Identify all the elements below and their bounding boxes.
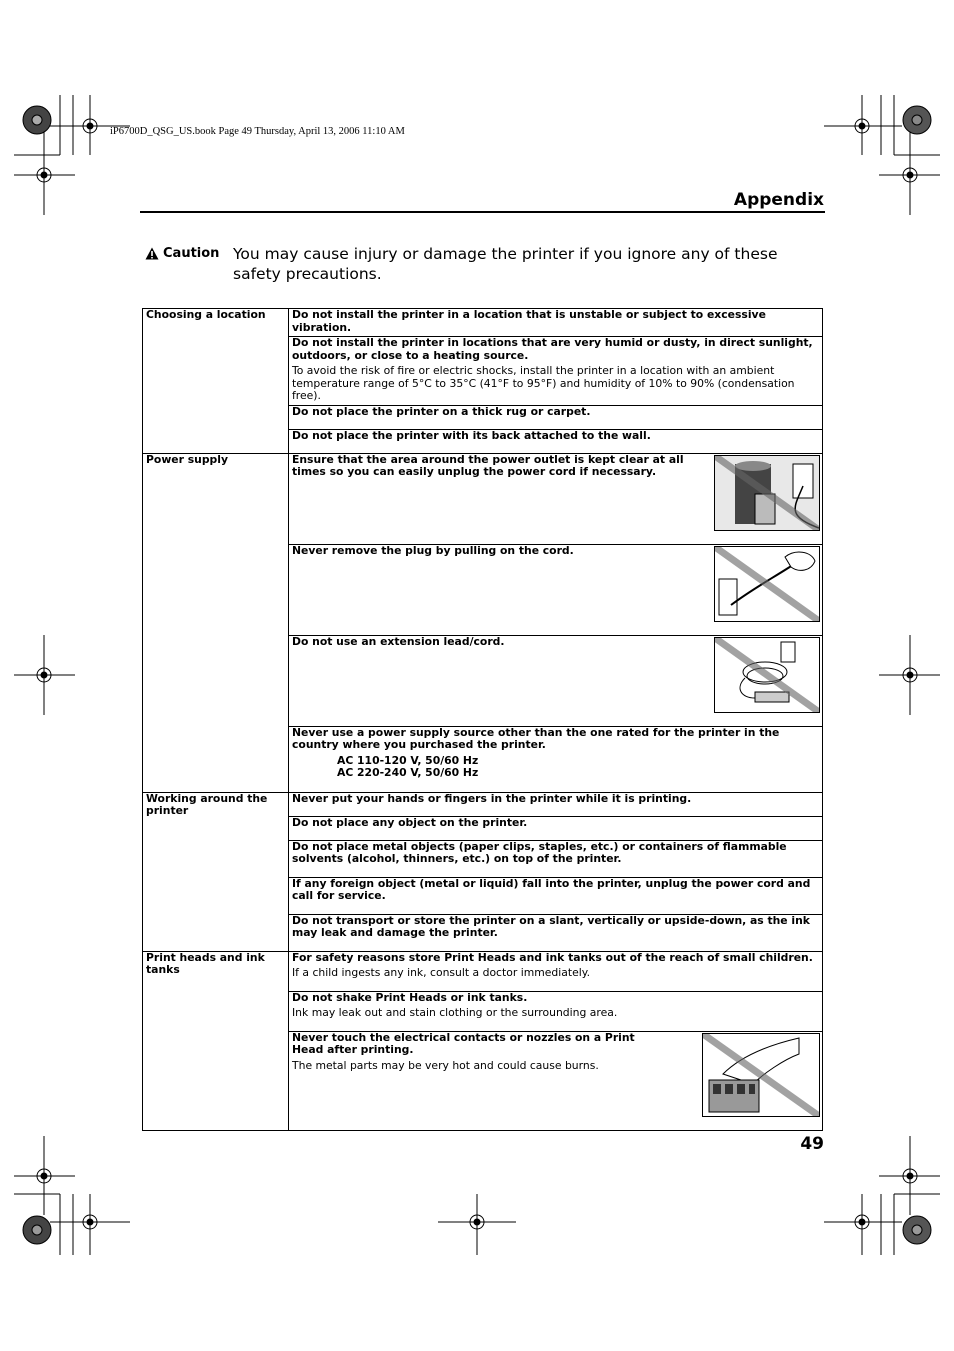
precaution-cell (289, 991, 823, 1031)
precaution-cell (289, 453, 823, 544)
caution-label (145, 246, 219, 261)
table-row (143, 309, 823, 337)
precaution-cell (289, 914, 823, 951)
pull-cord-illustration (714, 546, 820, 622)
precaution-text: Do not place any object on the printer. (292, 815, 528, 829)
precaution-cell (289, 429, 823, 453)
precaution-cell (289, 792, 823, 816)
precaution-text: Do not shake Print Heads or ink tanks. (292, 990, 528, 1004)
precaution-cell (289, 544, 823, 635)
precaution-note: Ink may leak out and stain clothing or the surrounding area. (292, 1006, 618, 1019)
caution-label-text: Caution (163, 246, 220, 261)
precaution-note: If a child ingests any ink, consult a doctor immediately. (292, 966, 590, 979)
precaution-cell (289, 726, 823, 792)
rated-voltage-1: AC 110-120 V, 50/60 Hz (337, 753, 479, 767)
precaution-text: Never use a power supply source other than the one rated for the printer in the country where you purchased the printer. (292, 725, 780, 751)
print-head-contacts-illustration (702, 1033, 820, 1117)
precaution-cell (289, 840, 823, 877)
rated-voltage-2: AC 220-240 V, 50/60 Hz (337, 766, 479, 779)
precaution-cell (289, 951, 823, 991)
precaution-cell (289, 405, 823, 429)
extension-cord-illustration (714, 637, 820, 713)
warning-icon (145, 247, 159, 260)
section-title: Appendix (733, 190, 824, 210)
category-print-heads: Print heads and ink tanks (143, 951, 289, 1130)
precaution-text: Never remove the plug by pulling on the cord. (292, 543, 574, 557)
precaution-text: Ensure that the area around the power outlet is kept clear at all times so you can easily unplug the power cord if necessary. (292, 452, 684, 478)
precaution-text: Do not install the printer in a location that is unstable or subject to excessive vibration. (292, 308, 766, 334)
precaution-text: Do not place the printer on a thick rug or carpet. (292, 404, 591, 418)
precaution-text: Do not place metal objects (paper clips, staples, etc.) or containers of flammable solvents (alcohol, thinners, etc.) on top of the printer. (292, 839, 787, 865)
title-rule (140, 211, 825, 213)
precaution-text: Do not transport or store the printer on a slant, vertically or upside-down, as the ink may leak and damage the printer. (292, 913, 810, 939)
precaution-cell (289, 635, 823, 726)
precaution-text: Do not use an extension lead/cord. (292, 634, 505, 648)
table-row (143, 453, 823, 544)
outlet-clear-illustration (714, 455, 820, 531)
safety-table (142, 308, 823, 1131)
precaution-cell (289, 877, 823, 914)
precaution-cell (289, 337, 823, 406)
precaution-text: Never touch the electrical contacts or nozzles on a Print Head after printing. (292, 1030, 635, 1056)
precaution-note: To avoid the risk of fire or electric shocks, install the printer in a location with an ambient temperature range of 5°C to 35°C (41°F to 95°F) and humidity of 10% to 90% (condensation free). (292, 364, 795, 402)
category-choosing-location: Choosing a location (143, 309, 289, 454)
print-info: iP6700D_QSG_US.book Page 49 Thursday, April 13, 2006 11:10 AM (110, 126, 405, 137)
precaution-text: For safety reasons store Print Heads and ink tanks out of the reach of small children. (292, 950, 813, 964)
precaution-text: If any foreign object (metal or liquid) fall into the printer, unplug the power cord and call for service. (292, 876, 811, 902)
caution-text: You may cause injury or damage the printer if you ignore any of these safety precautions. (233, 245, 778, 283)
precaution-cell (289, 1031, 823, 1130)
table-row (143, 792, 823, 816)
precaution-note: The metal parts may be very hot and could cause burns. (292, 1058, 599, 1072)
precaution-text: Do not place the printer with its back attached to the wall. (292, 428, 651, 442)
precaution-text: Do not install the printer in locations that are very humid or dusty, in direct sunlight, outdoors, or close to a heating source. (292, 336, 813, 362)
category-power-supply: Power supply (143, 453, 289, 792)
page-number: 49 (800, 1134, 824, 1154)
category-working-around: Working around the printer (143, 792, 289, 951)
precaution-text: Never put your hands or fingers in the printer while it is printing. (292, 791, 692, 805)
precaution-cell (289, 309, 823, 337)
precaution-cell (289, 816, 823, 840)
table-row (143, 951, 823, 991)
